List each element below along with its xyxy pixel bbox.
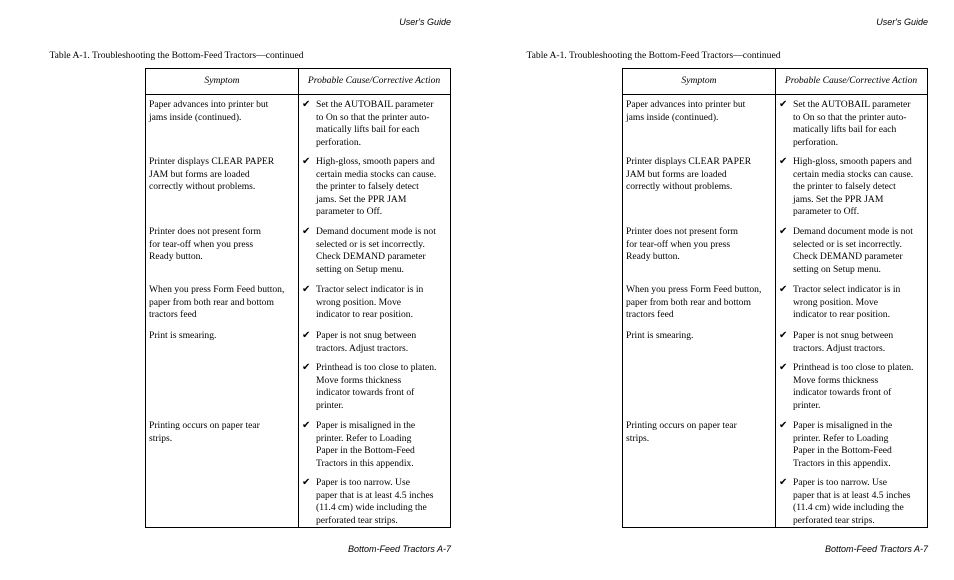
checkmark-icon: ✔ bbox=[302, 362, 311, 373]
cause-line: setting on Setup menu. bbox=[316, 263, 404, 275]
symptom-line: strips. bbox=[149, 432, 173, 444]
symptom-line: jams inside (continued). bbox=[149, 111, 242, 123]
symptom-line: When you press Form Feed button, bbox=[149, 284, 285, 295]
symptom-line: Printer displays CLEAR PAPER bbox=[626, 156, 752, 167]
cause-line: indicator towards front of bbox=[793, 387, 892, 398]
troubleshooting-table bbox=[622, 68, 928, 528]
cause-line: Paper in the Bottom-Feed bbox=[316, 445, 415, 456]
cause-line: Tractor select indicator is in bbox=[316, 284, 424, 295]
checkmark-icon: ✔ bbox=[302, 284, 311, 295]
cause-line: Paper is not snug between bbox=[793, 330, 894, 341]
cause-line: Set the AUTOBAIL parameter bbox=[316, 99, 434, 110]
troubleshooting-table bbox=[145, 68, 451, 528]
cause-text bbox=[793, 156, 929, 219]
cause-line: parameter to Off. bbox=[793, 206, 860, 217]
column-header-cause: Probable Cause/Corrective Action bbox=[784, 75, 918, 86]
running-header: User's Guide bbox=[399, 17, 451, 27]
cause-line: Check DEMAND parameter bbox=[316, 251, 426, 262]
symptom-cell bbox=[149, 420, 297, 445]
column-divider bbox=[775, 69, 776, 527]
cause-line: tractors. Adjust tractors. bbox=[793, 342, 886, 354]
symptom-line: for tear-off when you press bbox=[149, 238, 254, 250]
symptom-cell bbox=[626, 284, 774, 322]
symptom-line: strips. bbox=[626, 432, 650, 444]
symptom-line: Ready button. bbox=[626, 251, 680, 262]
cause-line: jams. Set the PPR JAM bbox=[316, 193, 407, 205]
cause-text bbox=[316, 477, 452, 527]
cause-line: the printer to falsely detect bbox=[316, 181, 419, 192]
cause-line: High-gloss, smooth papers and bbox=[793, 156, 912, 167]
cause-line: High-gloss, smooth papers and bbox=[316, 156, 435, 167]
running-header: User's Guide bbox=[876, 17, 928, 27]
cause-line: Move forms thickness bbox=[793, 374, 879, 386]
cause-line: printer. Refer to Loading bbox=[316, 432, 412, 444]
cause-line: Tractors in this appendix. bbox=[316, 457, 414, 469]
checkmark-icon: ✔ bbox=[779, 284, 788, 295]
cause-line: Set the AUTOBAIL parameter bbox=[793, 99, 911, 110]
symptom-line: paper from both rear and bottom bbox=[149, 296, 274, 308]
cause-line: perforated tear strips. bbox=[316, 514, 398, 526]
symptom-cell bbox=[149, 99, 297, 124]
cause-line: (11.4 cm) wide including the bbox=[793, 502, 904, 513]
symptom-line: correctly without problems. bbox=[626, 181, 733, 192]
symptom-cell bbox=[626, 330, 774, 343]
cause-line: indicator to rear position. bbox=[316, 309, 413, 320]
cause-line: Paper is misaligned in the bbox=[316, 420, 416, 431]
symptom-line: paper from both rear and bottom bbox=[626, 296, 751, 308]
symptom-cell bbox=[149, 284, 297, 322]
symptom-line: Printing occurs on paper tear bbox=[149, 420, 260, 431]
cause-line: printer. bbox=[793, 399, 821, 411]
column-header-symptom: Symptom bbox=[204, 75, 240, 86]
cause-line: (11.4 cm) wide including the bbox=[316, 502, 427, 513]
cause-line: paper that is at least 4.5 inches bbox=[793, 489, 911, 501]
symptom-line: Printer does not present form bbox=[626, 226, 738, 237]
symptom-line: tractors feed bbox=[149, 309, 197, 320]
cause-line: printer. bbox=[316, 399, 344, 411]
cause-text bbox=[793, 477, 929, 527]
cause-line: matically lifts bail for each bbox=[316, 124, 420, 135]
cause-text bbox=[316, 330, 452, 355]
table-caption: Table A-1. Troubleshooting the Bottom-Feed Tractors—continued bbox=[526, 50, 781, 61]
checkmark-icon: ✔ bbox=[779, 330, 788, 341]
cause-text bbox=[316, 362, 452, 412]
cause-text bbox=[316, 284, 452, 322]
cause-line: tractors. Adjust tractors. bbox=[316, 342, 409, 354]
cause-line: perforation. bbox=[316, 136, 362, 148]
right-page bbox=[477, 0, 954, 580]
cause-text bbox=[793, 362, 929, 412]
symptom-cell bbox=[626, 226, 774, 264]
cause-line: the printer to falsely detect bbox=[793, 181, 896, 192]
cause-line: indicator towards front of bbox=[316, 387, 415, 398]
symptom-cell bbox=[149, 330, 297, 343]
checkmark-icon: ✔ bbox=[302, 226, 311, 237]
symptom-line: Paper advances into printer but bbox=[626, 99, 746, 110]
symptom-line: Print is smearing. bbox=[149, 330, 217, 341]
symptom-line: Printing occurs on paper tear bbox=[626, 420, 737, 431]
cause-text bbox=[793, 226, 929, 276]
cause-line: certain media stocks can cause. bbox=[793, 168, 914, 180]
checkmark-icon: ✔ bbox=[302, 420, 311, 431]
symptom-line: Print is smearing. bbox=[626, 330, 694, 341]
cause-line: to On so that the printer auto- bbox=[316, 111, 430, 123]
cause-line: selected or is set incorrectly. bbox=[316, 238, 425, 250]
cause-line: to On so that the printer auto- bbox=[793, 111, 907, 123]
cause-line: Paper is misaligned in the bbox=[793, 420, 893, 431]
checkmark-icon: ✔ bbox=[779, 362, 788, 373]
cause-line: selected or is set incorrectly. bbox=[793, 238, 902, 250]
cause-line: Demand document mode is not bbox=[793, 226, 913, 237]
cause-line: parameter to Off. bbox=[316, 206, 383, 217]
cause-line: certain media stocks can cause. bbox=[316, 168, 437, 180]
symptom-line: for tear-off when you press bbox=[626, 238, 731, 250]
symptom-cell bbox=[626, 420, 774, 445]
cause-line: Tractor select indicator is in bbox=[793, 284, 901, 295]
symptom-line: JAM but forms are loaded bbox=[149, 168, 250, 180]
checkmark-icon: ✔ bbox=[302, 99, 311, 110]
symptom-line: correctly without problems. bbox=[149, 181, 256, 192]
checkmark-icon: ✔ bbox=[302, 156, 311, 167]
cause-line: Paper is not snug between bbox=[316, 330, 417, 341]
cause-line: Paper is too narrow. Use bbox=[793, 477, 887, 488]
checkmark-icon: ✔ bbox=[302, 330, 311, 341]
symptom-cell bbox=[626, 99, 774, 124]
cause-line: matically lifts bail for each bbox=[793, 124, 897, 135]
symptom-cell bbox=[626, 156, 774, 194]
cause-line: setting on Setup menu. bbox=[793, 263, 881, 275]
cause-line: Check DEMAND parameter bbox=[793, 251, 903, 262]
cause-text bbox=[793, 284, 929, 322]
symptom-cell bbox=[149, 156, 297, 194]
cause-line: paper that is at least 4.5 inches bbox=[316, 489, 434, 501]
cause-text bbox=[316, 226, 452, 276]
cause-line: printer. Refer to Loading bbox=[793, 432, 889, 444]
cause-line: wrong position. Move bbox=[316, 296, 402, 308]
cause-text bbox=[316, 420, 452, 470]
cause-line: wrong position. Move bbox=[793, 296, 879, 308]
cause-text bbox=[793, 99, 929, 149]
symptom-line: Printer displays CLEAR PAPER bbox=[149, 156, 275, 167]
checkmark-icon: ✔ bbox=[779, 226, 788, 237]
running-footer: Bottom-Feed Tractors A-7 bbox=[824, 544, 928, 554]
checkmark-icon: ✔ bbox=[302, 477, 311, 488]
column-header-cause: Probable Cause/Corrective Action bbox=[307, 75, 441, 86]
cause-line: Paper is too narrow. Use bbox=[316, 477, 410, 488]
cause-line: perforation. bbox=[793, 136, 839, 148]
symptom-line: jams inside (continued). bbox=[626, 111, 719, 123]
cause-text bbox=[316, 99, 452, 149]
symptom-line: Ready button. bbox=[149, 251, 203, 262]
cause-text bbox=[793, 420, 929, 470]
column-header-symptom: Symptom bbox=[681, 75, 717, 86]
checkmark-icon: ✔ bbox=[779, 99, 788, 110]
cause-line: Paper in the Bottom-Feed bbox=[793, 445, 892, 456]
symptom-line: tractors feed bbox=[626, 309, 674, 320]
running-footer: Bottom-Feed Tractors A-7 bbox=[347, 544, 451, 554]
cause-line: Demand document mode is not bbox=[316, 226, 436, 237]
column-divider bbox=[298, 69, 299, 527]
cause-text bbox=[316, 156, 452, 219]
cause-line: indicator to rear position. bbox=[793, 309, 890, 320]
cause-line: Tractors in this appendix. bbox=[793, 457, 891, 469]
cause-line: Move forms thickness bbox=[316, 374, 402, 386]
checkmark-icon: ✔ bbox=[779, 477, 788, 488]
table-caption: Table A-1. Troubleshooting the Bottom-Feed Tractors—continued bbox=[49, 50, 304, 61]
checkmark-icon: ✔ bbox=[779, 156, 788, 167]
symptom-line: Printer does not present form bbox=[149, 226, 261, 237]
checkmark-icon: ✔ bbox=[779, 420, 788, 431]
cause-line: jams. Set the PPR JAM bbox=[793, 193, 884, 205]
cause-line: perforated tear strips. bbox=[793, 514, 875, 526]
cause-text bbox=[793, 330, 929, 355]
cause-line: Printhead is too close to platen. bbox=[316, 362, 437, 373]
symptom-line: JAM but forms are loaded bbox=[626, 168, 727, 180]
symptom-line: When you press Form Feed button, bbox=[626, 284, 762, 295]
symptom-cell bbox=[149, 226, 297, 264]
symptom-line: Paper advances into printer but bbox=[149, 99, 269, 110]
cause-line: Printhead is too close to platen. bbox=[793, 362, 914, 373]
